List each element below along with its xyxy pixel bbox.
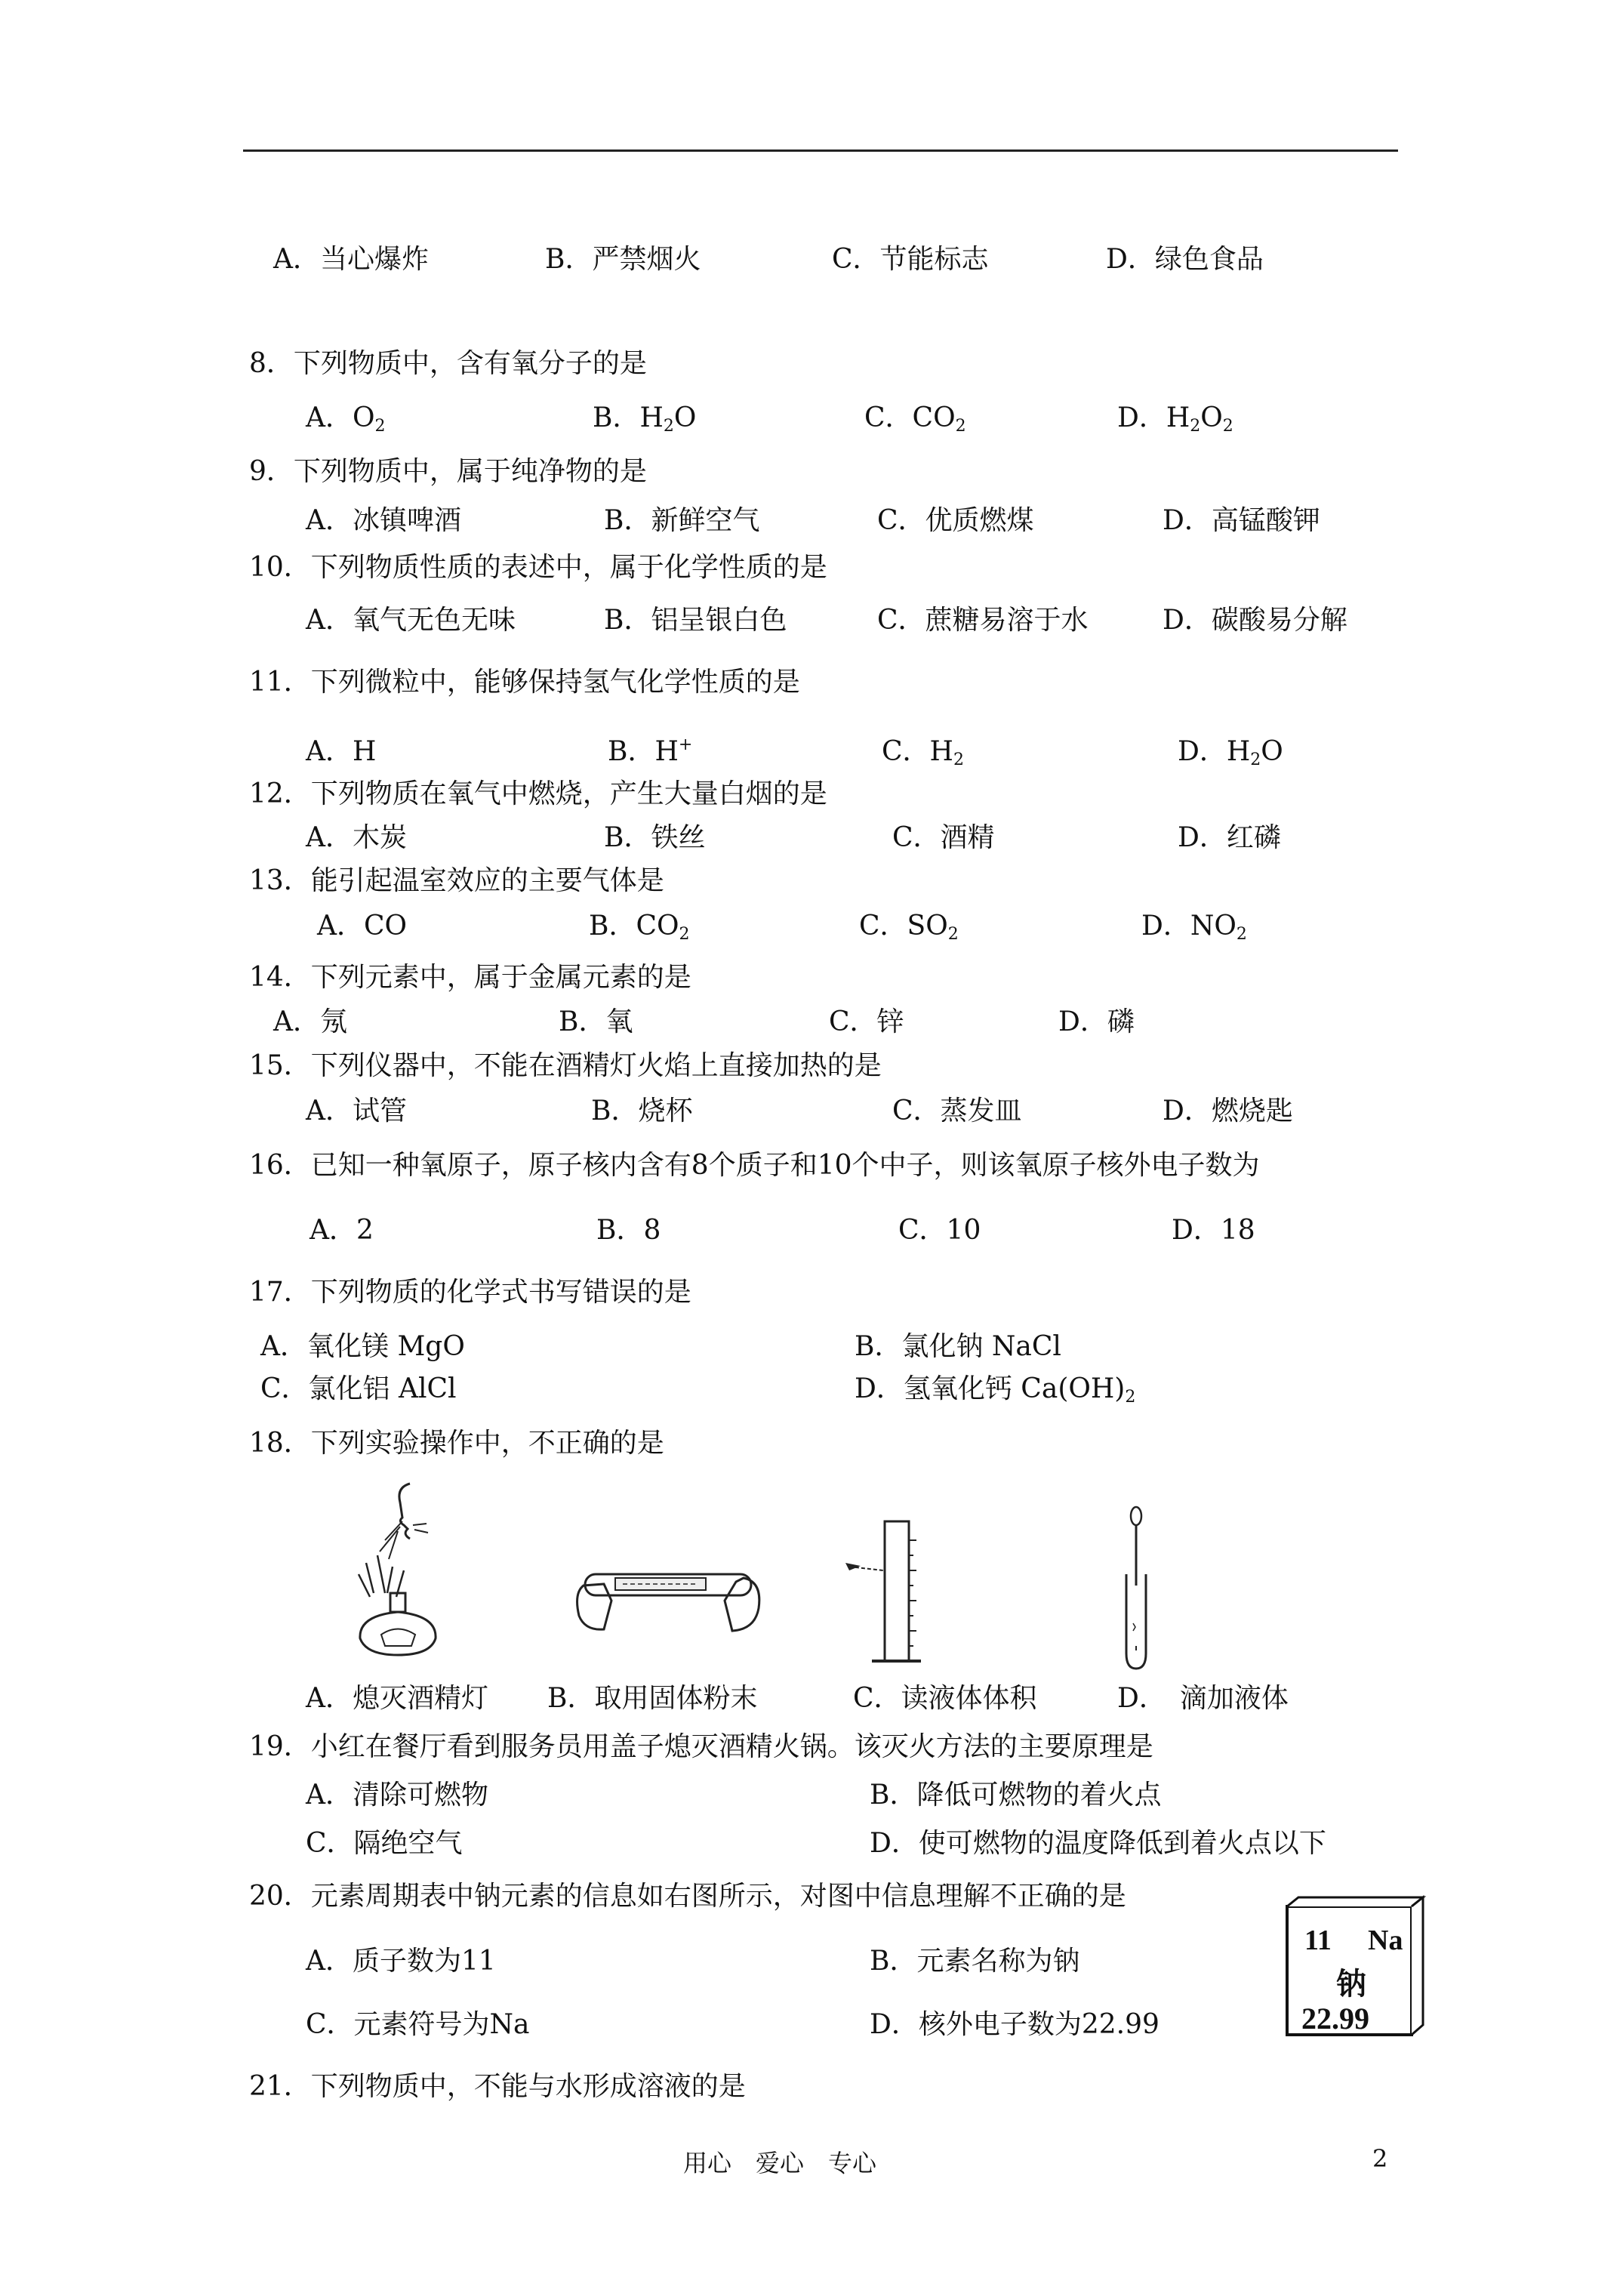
q13-option-a: A．CO	[317, 911, 408, 942]
q8-stem: 8．下列物质中，含有氧分子的是	[249, 348, 647, 379]
q21-stem: 21．下列物质中，不能与水形成溶液的是	[249, 2071, 746, 2102]
q13-option-d: D．$NO_2$	[1141, 911, 1247, 944]
q17-stem: 17．下列物质的化学式书写错误的是	[249, 1277, 691, 1308]
q12-option-c: C．酒精	[892, 822, 995, 853]
q9-option-d: D．高锰酸钾	[1163, 505, 1320, 536]
test-tube-powder-illustration	[570, 1548, 766, 1646]
q16-option-a: A．2	[310, 1215, 374, 1246]
element-atomic-number: 11	[1304, 1925, 1332, 1956]
element-name: 钠	[1336, 1966, 1366, 2002]
q17-option-d: D．氢氧化钙 $Ca(OH)_2$	[855, 1373, 1136, 1407]
q10-option-d: D．碳酸易分解	[1163, 605, 1347, 636]
q20-option-a: A．质子数为11	[306, 1946, 496, 1977]
q20-option-b: B．元素名称为钠	[870, 1946, 1080, 1977]
q19-option-a: A．清除可燃物	[306, 1780, 488, 1811]
q10-stem: 10．下列物质性质的表述中，属于化学性质的是	[249, 552, 827, 583]
q9-stem: 9．下列物质中，属于纯净物的是	[249, 456, 647, 487]
q13-option-c: C．$SO_2$	[859, 911, 959, 944]
q19-option-c: C．隔绝空气	[306, 1828, 463, 1859]
q18-stem: 18．下列实验操作中，不正确的是	[249, 1428, 664, 1459]
q15-option-c: C．蒸发皿	[892, 1096, 1022, 1126]
q12-option-d: D．红磷	[1178, 822, 1281, 853]
q8-option-d: D．$H_2O_2$	[1117, 402, 1233, 436]
q20-stem: 20．元素周期表中钠元素的信息如右图所示，对图中信息理解不正确的是	[249, 1881, 1126, 1912]
q18-option-b: B．取用固体粉末	[547, 1683, 758, 1714]
q10-option-b: B．铝呈银白色	[604, 605, 787, 636]
q14-option-a: A．氖	[273, 1006, 347, 1037]
q10-option-c: C．蔗糖易溶于水	[877, 605, 1089, 636]
q14-stem: 14．下列元素中，属于金属元素的是	[249, 962, 691, 993]
q8-option-b: B．$H_2O$	[593, 402, 697, 436]
element-atomic-mass: 22.99	[1301, 2002, 1369, 2036]
q19-option-b: B．降低可燃物的着火点	[870, 1780, 1162, 1811]
q13-option-b: B．$CO_2$	[589, 911, 690, 944]
page-number: 2	[1372, 2144, 1388, 2173]
q16-stem: 16．已知一种氧原子，原子核内含有8个质子和10个中子，则该氧原子核外电子数为	[249, 1150, 1260, 1181]
q16-option-c: C．10	[898, 1215, 981, 1246]
q12-option-b: B．铁丝	[604, 822, 706, 853]
q13-stem: 13．能引起温室效应的主要气体是	[249, 865, 664, 896]
q7-option-b: B．严禁烟火	[545, 244, 701, 275]
q16-option-b: B．8	[596, 1215, 661, 1246]
q15-stem: 15．下列仪器中，不能在酒精灯火焰上直接加热的是	[249, 1050, 882, 1081]
q14-option-d: D．磷	[1058, 1006, 1135, 1037]
q19-stem: 19．小红在餐厅看到服务员用盖子熄灭酒精火锅。该灭火方法的主要原理是	[249, 1731, 1153, 1762]
q8-option-a: A．$O_2$	[306, 402, 386, 436]
q12-option-a: A．木炭	[306, 822, 407, 853]
q20-option-c: C．元素符号为Na	[306, 2009, 530, 2040]
q9-option-a: A．冰镇啤酒	[306, 505, 461, 536]
q18-option-d: D． 滴加液体	[1117, 1683, 1289, 1714]
q17-option-c: C．氯化铝 AlCl	[260, 1373, 457, 1404]
q10-option-a: A．氧气无色无味	[306, 605, 516, 636]
graduated-cylinder-illustration	[838, 1510, 944, 1672]
q16-option-d: D．18	[1172, 1215, 1255, 1246]
q7-option-d: D．绿色食品	[1106, 244, 1264, 275]
q19-option-d: D．使可燃物的温度降低到着火点以下	[870, 1828, 1326, 1859]
q9-option-b: B．新鲜空气	[604, 505, 760, 536]
q7-option-a: A．当心爆炸	[273, 244, 429, 275]
footer-motto: 用心 爱心 专心	[683, 2149, 877, 2177]
q17-option-b: B．氯化钠 NaCl	[855, 1331, 1061, 1362]
q20-option-d: D．核外电子数为22.99	[870, 2009, 1160, 2040]
q11-option-b: B．H+	[608, 735, 693, 767]
q18-option-c: C．读液体体积	[853, 1683, 1037, 1714]
q18-option-a: A．熄灭酒精灯	[306, 1683, 488, 1714]
header-rule	[243, 149, 1398, 152]
q11-stem: 11．下列微粒中，能够保持氢气化学性质的是	[249, 667, 800, 698]
q7-option-c: C．节能标志	[832, 244, 989, 275]
element-symbol: Na	[1368, 1925, 1403, 1956]
q14-option-c: C．锌	[829, 1006, 904, 1037]
q11-option-c: C．$H_2$	[882, 736, 964, 769]
q11-option-a: A．H	[306, 736, 377, 767]
alcohol-lamp-blowing-illustration	[343, 1480, 464, 1661]
q14-option-b: B．氧	[559, 1006, 633, 1037]
q12-stem: 12．下列物质在氧气中燃烧，产生大量白烟的是	[249, 778, 827, 809]
q15-option-d: D．燃烧匙	[1163, 1096, 1293, 1126]
q17-option-a: A．氧化镁 MgO	[260, 1331, 465, 1362]
q8-option-c: C．$CO_2$	[864, 402, 966, 436]
q11-option-d: D．$H_2O$	[1178, 736, 1283, 769]
q15-option-b: B．烧杯	[591, 1096, 693, 1126]
q15-option-a: A．试管	[306, 1096, 407, 1126]
q9-option-c: C．优质燃煤	[877, 505, 1034, 536]
dropper-test-tube-illustration	[1110, 1502, 1163, 1684]
